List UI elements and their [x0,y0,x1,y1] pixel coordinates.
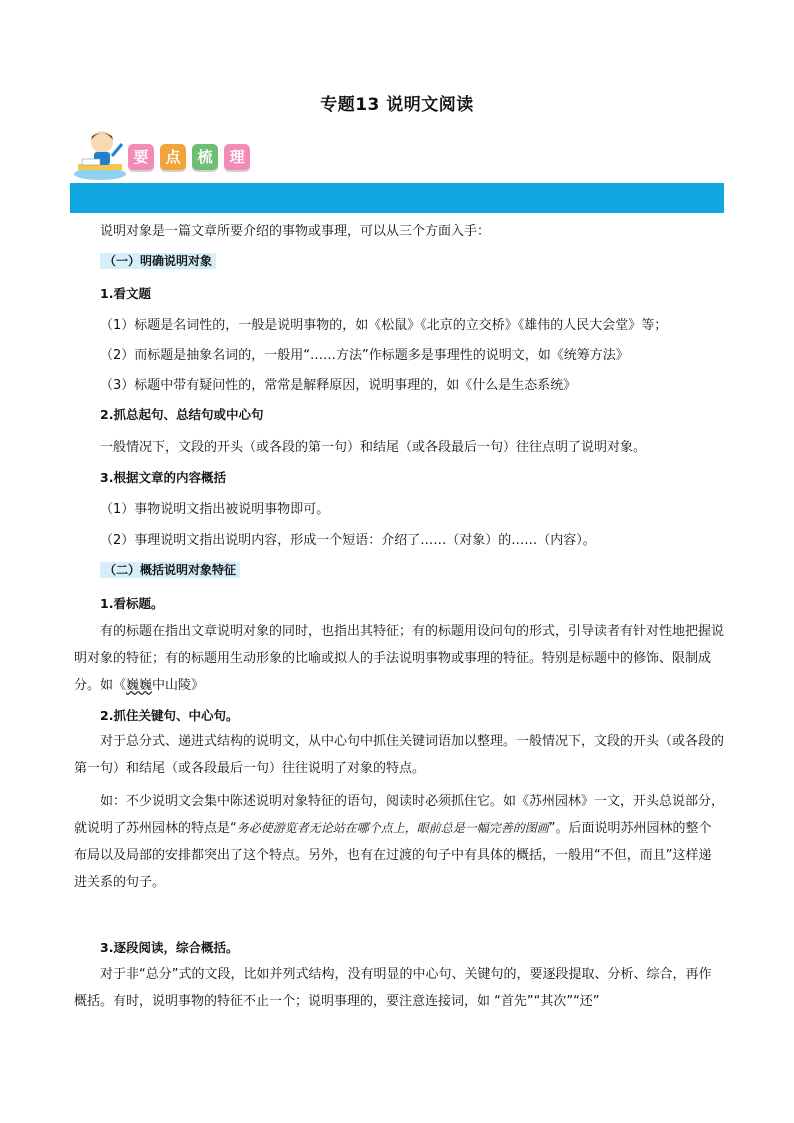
section1-sub2: 2.抓总起句、总结句或中心句 [100,407,264,422]
section2-sub3: 3.逐段阅读，综合概括。 [100,940,239,955]
section2-sub1: 1.看标题。 [100,596,164,611]
section-banner [72,126,262,182]
page-title: 专题13 说明文阅读 [320,95,474,115]
banner-char-3: 梳 [192,144,218,170]
list-item: （2）事理说明文指出说明内容，形成一个短语：介绍了……（对象）的……（内容）。 [100,533,596,548]
section1-heading: （一）明确说明对象 [100,252,216,269]
section1-para2: 一般情况下，文段的开头（或各段的第一句）和结尾（或各段最后一句）往往点明了说明对象。 [100,440,647,455]
section2-para2: 对于总分式、递进式结构的说明文，从中心句中抓住关键词语加以整理。一般情况下，文段的开头（或各段的第一句）和结尾（或各段最后一句）往往说明了对象的特点。 [74,734,725,776]
list-item: （3）标题中带有疑问性的，常常是解释原因，说明事理的，如《什么是生态系统》 [100,378,577,393]
list-item: （2）而标题是抽象名词的，一般用“……方法”作标题多是事理性的说明文，如《统筹方法》 [100,348,629,363]
section2-sub2: 2.抓住关键句、中心句。 [100,708,239,723]
banner-char-1: 要 [128,144,154,170]
section1-sub1: 1.看文题 [100,286,151,301]
banner-char-4: 理 [224,144,250,170]
section2-para1: 有的标题在指出文章说明对象的同时，也指出其特征；有的标题用设问句的形式，引导读者有针对性地把握说明对象的特征；有的标题用生动形象的比喻或拟人的手法说明事物或事理的特征。特别是标题中的修饰、限制成分。如《巍巍中山陵》 [74,624,725,693]
student-reading-icon [72,126,128,182]
banner-char-2: 点 [160,144,186,170]
header-bar [70,183,724,213]
section2-para3: 如：不少说明文会集中陈述说明对象特征的语句，阅读时必须抓住它。如《苏州园林》一文，开头总说部分，就说明了苏州园林的特点是“务必使游览者无论站在哪个点上，眼前总是一幅完善的图画”。后面说明苏州园林的整个布局以及局部的安排都突出了这个特点。另外，也有在过渡的句子中有具体的概括，一般用“不但，而且”这样递进关系的句子。 [74,794,725,890]
section2-heading: （二）概括说明对象特征 [100,561,240,578]
list-item: （1）事物说明文指出被说明事物即可。 [100,502,330,517]
list-item: （1）标题是名词性的，一般是说明事物的，如《松鼠》《北京的立交桥》《雄伟的人民大会堂》等； [100,318,668,333]
intro-text: 说明对象是一篇文章所要介绍的事物或事理，可以从三个方面入手： [100,224,491,239]
section1-sub3: 3.根据文章的内容概括 [100,470,226,485]
section2-para4: 对于非“总分”式的文段，比如并列式结构，没有明显的中心句、关键句的，要逐段提取、分析、综合，再作概括。有时，说明事物的特征不止一个；说明事理的，要注意连接词，如 “首先”“其次”“还” [74,967,712,1009]
